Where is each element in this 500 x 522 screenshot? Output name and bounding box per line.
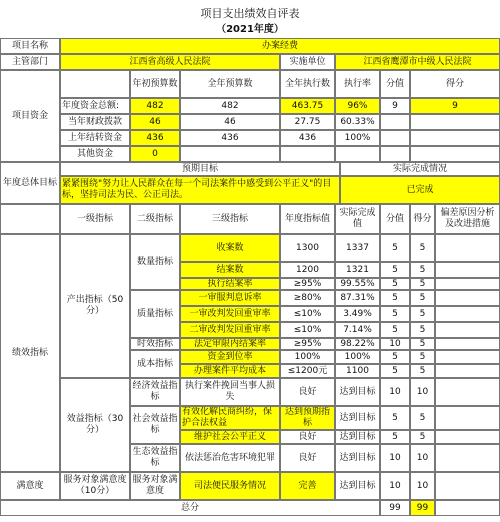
fund-score <box>380 114 410 130</box>
indicator-got: 5 <box>410 350 435 364</box>
perf-label: 绩效指标 <box>0 234 60 472</box>
fund-got: 9 <box>410 98 500 114</box>
indicator-actual: 1337 <box>335 234 380 262</box>
group-quantity: 数量指标 <box>130 234 180 290</box>
indicator-got: 5 <box>410 406 435 430</box>
benefit-label: 效益指标（30分） <box>60 378 130 472</box>
group-quality: 质量指标 <box>130 290 180 338</box>
fund-executed <box>280 146 335 162</box>
goal-target: 紧紧围绕"努力让人民群众在每一个司法案件中感受到公平正义"的目标，坚持司法为民、公正司法。 <box>60 176 340 204</box>
indicator-deviation <box>435 444 500 472</box>
fund-got <box>410 130 500 146</box>
fund-initial: 436 <box>130 130 180 146</box>
satisfaction-l2: 服务对象满意度 <box>130 472 180 500</box>
indicator-l3: 法定审限内结案率 <box>180 338 280 350</box>
indicator-header: 得分 <box>410 204 435 234</box>
fund-annual: 436 <box>180 130 280 146</box>
indicator-target: 达到预期指标 <box>280 406 335 430</box>
indicator-deviation <box>435 406 500 430</box>
total-got: 99 <box>410 500 435 516</box>
fund-score: 9 <box>380 98 410 114</box>
satisfaction-deviation <box>435 472 500 500</box>
indicator-header: 实际完成值 <box>335 204 380 234</box>
funds-header: 全年预算数 <box>180 70 280 98</box>
satisfaction-score: 10 <box>380 472 410 500</box>
indicator-l3: 有效化解民商纠纷，保护合法权益 <box>180 406 280 430</box>
indicator-actual: 7.14% <box>335 322 380 338</box>
indicator-score: 5 <box>380 406 410 430</box>
indicator-got: 10 <box>410 378 435 406</box>
indicator-got: 5 <box>410 364 435 378</box>
indicator-score: 10 <box>380 444 410 472</box>
indicator-l3: 二审改判发回重审率 <box>180 322 280 338</box>
funds-header-blank <box>60 70 130 98</box>
group-timeliness: 时效指标 <box>130 338 180 350</box>
indicator-actual: 1321 <box>335 262 380 278</box>
fund-row-label: 其他资金 <box>60 146 130 162</box>
indicator-target: ≤1200元 <box>280 364 335 378</box>
indicator-got: 5 <box>410 234 435 262</box>
indicator-header: 二级指标 <box>130 204 180 234</box>
fund-initial: 46 <box>130 114 180 130</box>
fund-executed: 463.75 <box>280 98 335 114</box>
goal-target-header: 预期目标 <box>60 162 340 176</box>
fund-score <box>380 130 410 146</box>
indicator-actual: 1100 <box>335 364 380 378</box>
indicator-got: 5 <box>410 278 435 290</box>
indicator-got: 5 <box>410 306 435 322</box>
indicator-header: 三级指标 <box>180 204 280 234</box>
satisfaction-l1: 服务对象满意度（10分） <box>60 472 130 500</box>
funds-label: 项目资金 <box>0 70 60 162</box>
indicator-actual: 达到目标 <box>335 378 380 406</box>
indicator-header: 偏差原因分析及改进措施 <box>435 204 500 234</box>
funds-header: 年初预算数 <box>130 70 180 98</box>
total-deviation <box>435 500 500 516</box>
impl-value: 江西省鹰潭市中级人民法院 <box>335 54 500 70</box>
fund-row-label: 上年结转资金 <box>60 130 130 146</box>
indicator-score: 5 <box>380 364 410 378</box>
indicator-actual: 3.49% <box>335 306 380 322</box>
fund-executed: 436 <box>280 130 335 146</box>
indicator-target: ≤10% <box>280 322 335 338</box>
indicator-target: 1200 <box>280 262 335 278</box>
satisfaction-actual: 达到目标 <box>335 472 380 500</box>
indicator-deviation <box>435 278 500 290</box>
fund-annual <box>180 146 280 162</box>
indicator-header: 分值 <box>380 204 410 234</box>
indicator-target: 1300 <box>280 234 335 262</box>
fund-row-label: 年度资金总额: <box>60 98 130 114</box>
indicator-target: 100% <box>280 350 335 364</box>
table-title: 项目支出绩效自评表 <box>200 6 300 20</box>
indicator-l3: 办理案件平均成本 <box>180 364 280 378</box>
indicator-score: 5 <box>380 306 410 322</box>
indicator-actual: 100% <box>335 350 380 364</box>
indicator-l3: 执行结案率 <box>180 278 280 290</box>
indicator-deviation <box>435 378 500 406</box>
fund-initial: 0 <box>130 146 180 162</box>
fund-row-label: 当年财政拨款 <box>60 114 130 130</box>
table-year: （2021年度） <box>216 23 284 35</box>
funds-header: 执行率 <box>335 70 380 98</box>
indicator-target: 良好 <box>280 444 335 472</box>
fund-got <box>410 146 500 162</box>
perf-header-blank <box>0 204 60 234</box>
indicator-got: 5 <box>410 322 435 338</box>
goal-label: 年度总体目标 <box>0 162 60 204</box>
indicator-header: 年度指标值 <box>280 204 335 234</box>
fund-score <box>380 146 410 162</box>
indicator-target: ≥95% <box>280 278 335 290</box>
indicator-l3: 一审服判息诉率 <box>180 290 280 306</box>
indicator-actual: 达到目标 <box>335 406 380 430</box>
satisfaction-got: 10 <box>410 472 435 500</box>
satisfaction-target: 完善 <box>280 472 335 500</box>
indicator-actual: 达到目标 <box>335 444 380 472</box>
indicator-target: 良好 <box>280 430 335 444</box>
indicator-score: 5 <box>380 278 410 290</box>
fund-initial: 482 <box>130 98 180 114</box>
indicator-deviation <box>435 350 500 364</box>
indicator-score: 5 <box>380 322 410 338</box>
indicator-got: 10 <box>410 444 435 472</box>
indicator-l3: 收案数 <box>180 234 280 262</box>
indicator-got: 5 <box>410 338 435 350</box>
indicator-l3: 执行案件挽回当事人损失 <box>180 378 280 406</box>
satisfaction-label: 满意度 <box>0 472 60 500</box>
goal-actual: 已完成 <box>340 176 500 204</box>
output-label: 产出指标（50分） <box>60 234 130 378</box>
indicator-deviation <box>435 338 500 350</box>
indicator-score: 5 <box>380 350 410 364</box>
dept-value: 江西省高级人民法院 <box>60 54 280 70</box>
indicator-deviation <box>435 364 500 378</box>
indicator-deviation <box>435 234 500 262</box>
indicator-score: 10 <box>380 378 410 406</box>
indicator-got: 5 <box>410 430 435 444</box>
indicator-target: ≥80% <box>280 290 335 306</box>
indicator-score: 5 <box>380 430 410 444</box>
project-name-value: 办案经费 <box>60 38 500 54</box>
goal-actual-header: 实际完成情况 <box>340 162 500 176</box>
funds-header: 分值 <box>380 70 410 98</box>
fund-annual: 482 <box>180 98 280 114</box>
indicator-l3: 一审改判发回重审率 <box>180 306 280 322</box>
fund-rate: 60.33% <box>335 114 380 130</box>
indicator-deviation <box>435 306 500 322</box>
indicator-actual: 98.22% <box>335 338 380 350</box>
indicator-header: 一级指标 <box>60 204 130 234</box>
indicator-actual: 99.55% <box>335 278 380 290</box>
project-name-label: 项目名称 <box>0 38 60 54</box>
indicator-score: 10 <box>380 338 410 350</box>
fund-annual: 46 <box>180 114 280 130</box>
indicator-l3: 维护社会公平正义 <box>180 430 280 444</box>
impl-label: 实施单位 <box>280 54 335 70</box>
funds-header: 全年执行数 <box>280 70 335 98</box>
indicator-target: 良好 <box>280 378 335 406</box>
indicator-deviation <box>435 262 500 278</box>
indicator-target: ≤10% <box>280 306 335 322</box>
group-cost: 成本指标 <box>130 350 180 378</box>
indicator-got: 5 <box>410 262 435 278</box>
indicator-actual: 87.31% <box>335 290 380 306</box>
indicator-l3: 依法惩治危害环境犯罪 <box>180 444 280 472</box>
indicator-deviation <box>435 430 500 444</box>
total-label: 总分 <box>0 500 380 516</box>
group-ecological: 生态效益指标 <box>130 444 180 472</box>
indicator-got: 5 <box>410 290 435 306</box>
total-score: 99 <box>380 500 410 516</box>
group-social: 社会效益指标 <box>130 406 180 444</box>
funds-header: 得分 <box>410 70 500 98</box>
indicator-score: 5 <box>380 262 410 278</box>
group-economic: 经济效益指标 <box>130 378 180 406</box>
indicator-score: 5 <box>380 234 410 262</box>
fund-got <box>410 114 500 130</box>
indicator-deviation <box>435 290 500 306</box>
fund-rate: 100% <box>335 130 380 146</box>
indicator-deviation <box>435 322 500 338</box>
satisfaction-l3: 司法便民服务情况 <box>180 472 280 500</box>
indicator-l3: 资金到位率 <box>180 350 280 364</box>
fund-rate <box>335 146 380 162</box>
indicator-actual: 达到目标 <box>335 430 380 444</box>
indicator-score: 5 <box>380 290 410 306</box>
dept-label: 主管部门 <box>0 54 60 70</box>
indicator-target: ≥95% <box>280 338 335 350</box>
fund-executed: 27.75 <box>280 114 335 130</box>
indicator-l3: 结案数 <box>180 262 280 278</box>
fund-rate: 96% <box>335 98 380 114</box>
